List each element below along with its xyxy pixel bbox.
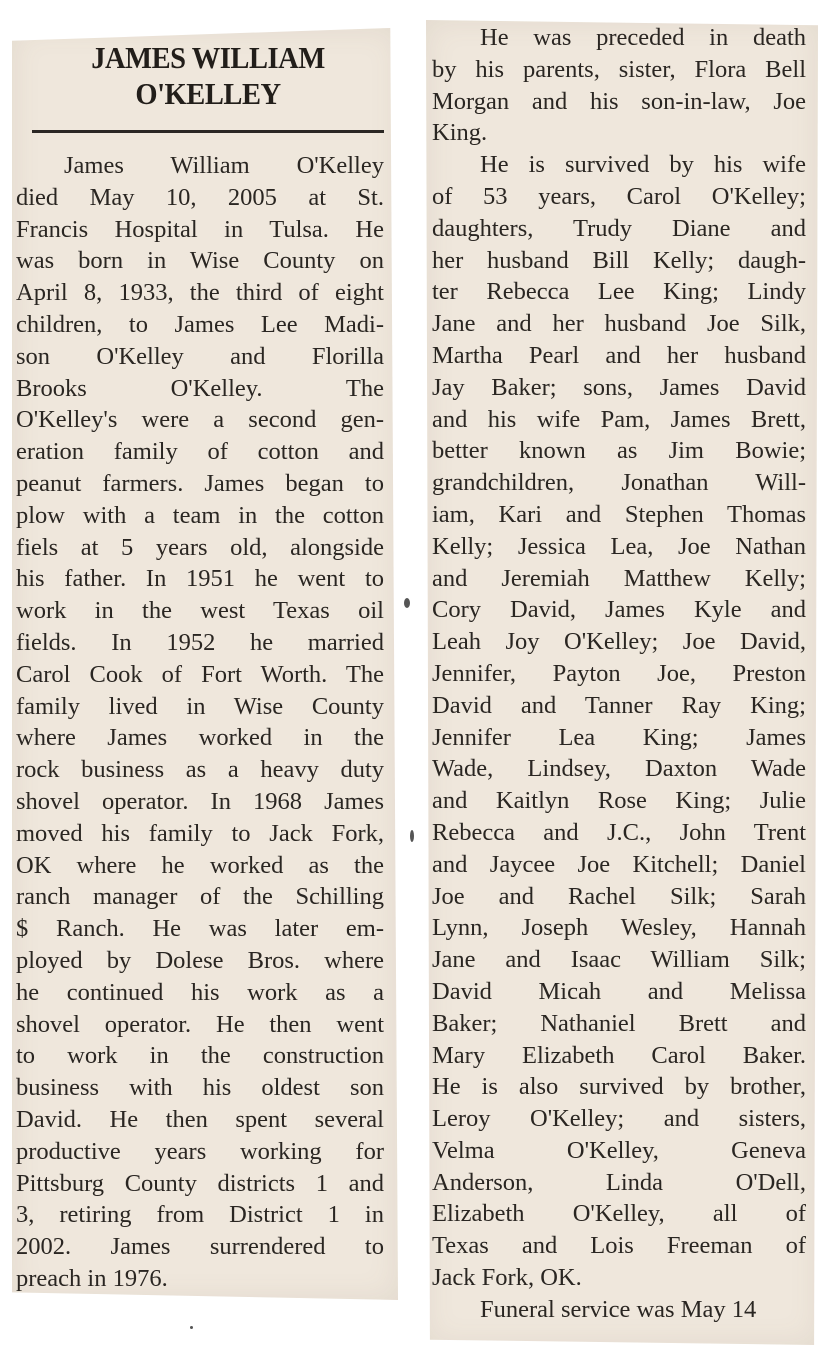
- headline-line: O'KELLEY: [135, 76, 281, 111]
- text-line: Brooks O'Kelley. The: [16, 374, 384, 402]
- text-line: preach in 1976.: [16, 1264, 168, 1292]
- text-line: $ Ranch. He was later em-: [16, 915, 384, 943]
- obituary-left-column: [16, 150, 384, 1295]
- text-line: 2002. James surrendered to: [16, 1233, 384, 1261]
- text-line: David and Tanner Ray King;: [432, 691, 806, 719]
- text-line: James William O'Kelley: [64, 152, 384, 179]
- text-line: Mary Elizabeth Carol Baker.: [432, 1041, 806, 1069]
- text-line: died May 10, 2005 at St.: [16, 183, 384, 211]
- text-line: He is also survived by brother,: [432, 1073, 806, 1101]
- text-line: was born in Wise County on: [16, 247, 384, 275]
- text-line: rock business as a heavy duty: [16, 756, 384, 784]
- text-line: by his parents, sister, Flora Bell: [432, 55, 806, 83]
- text-line: fields. In 1952 he married: [16, 628, 384, 656]
- text-line: Jack Fork, OK.: [432, 1264, 582, 1292]
- text-line: Velma O'Kelley, Geneva: [432, 1136, 806, 1164]
- paper-speck: [190, 1326, 193, 1329]
- obituary-headline: [44, 40, 372, 112]
- text-line: Lynn, Joseph Wesley, Hannah: [432, 914, 806, 942]
- obituary-right-column: [432, 22, 806, 1326]
- text-line: Francis Hospital in Tulsa. He: [16, 215, 384, 243]
- text-line: and his wife Pam, James Brett,: [432, 405, 806, 433]
- text-line: children, to James Lee Madi-: [16, 310, 384, 338]
- text-line: business with his oldest son: [16, 1074, 384, 1102]
- text-line: daughters, Trudy Diane and: [432, 214, 806, 242]
- text-line: April 8, 1933, the third of eight: [16, 279, 384, 307]
- paper-speck: [404, 598, 410, 608]
- text-line: Jay Baker; sons, James David: [432, 373, 806, 401]
- text-line: Morgan and his son-in-law, Joe: [432, 87, 806, 115]
- text-line: Anderson, Linda O'Dell,: [432, 1168, 806, 1196]
- text-line: son O'Kelley and Florilla: [16, 342, 384, 370]
- text-line: ployed by Dolese Bros. where: [16, 946, 384, 974]
- text-line: and Kaitlyn Rose King; Julie: [432, 787, 806, 815]
- text-line: Cory David, James Kyle and: [432, 596, 806, 624]
- text-line: moved his family to Jack Fork,: [16, 819, 384, 847]
- text-line: Joe and Rachel Silk; Sarah: [432, 882, 806, 910]
- text-line: grandchildren, Jonathan Will-: [432, 469, 806, 497]
- text-line: he continued his work as a: [16, 978, 384, 1006]
- text-line: ranch manager of the Schilling: [16, 883, 384, 911]
- text-line: shovel operator. In 1968 James: [16, 787, 384, 815]
- text-line: Baker; Nathaniel Brett and: [432, 1009, 806, 1037]
- text-line: and Jaycee Joe Kitchell; Daniel: [432, 850, 806, 878]
- text-line: Rebecca and J.C., John Trent: [432, 818, 806, 846]
- text-line: iam, Kari and Stephen Thomas: [432, 500, 806, 528]
- text-line: eration family of cotton and: [16, 438, 384, 466]
- text-line: David. He then spent several: [16, 1105, 384, 1133]
- paper-speck: [410, 830, 414, 842]
- text-line: King.: [432, 119, 488, 147]
- text-line: O'Kelley's were a second gen-: [16, 406, 384, 434]
- text-line: Jennifer, Payton Joe, Preston: [432, 659, 806, 687]
- text-line: and Jeremiah Matthew Kelly;: [432, 564, 806, 592]
- text-line: shovel operator. He then went: [16, 1010, 384, 1038]
- text-line: He is survived by his wife: [480, 151, 806, 179]
- text-line: Pittsburg County districts 1 and: [16, 1169, 384, 1197]
- text-line: Funeral service was May 14: [480, 1295, 757, 1323]
- text-line: productive years working for: [16, 1137, 384, 1165]
- text-line: OK where he worked as the: [16, 851, 384, 879]
- text-line: Wade, Lindsey, Daxton Wade: [432, 755, 806, 783]
- headline-line: JAMES WILLIAM: [91, 40, 325, 75]
- text-line: Jennifer Lea King; James: [432, 723, 806, 751]
- text-line: Elizabeth O'Kelley, all of: [432, 1200, 806, 1228]
- text-line: better known as Jim Bowie;: [432, 437, 806, 465]
- text-line: Martha Pearl and her husband: [432, 341, 806, 369]
- text-line: where James worked in the: [16, 724, 384, 752]
- text-line: fiels at 5 years old, alongside: [16, 533, 384, 561]
- text-line: her husband Bill Kelly; daugh-: [432, 246, 806, 274]
- text-line: ter Rebecca Lee King; Lindy: [432, 278, 806, 306]
- text-line: Kelly; Jessica Lea, Joe Nathan: [432, 532, 806, 560]
- text-line: Leroy O'Kelley; and sisters,: [432, 1105, 806, 1133]
- headline-rule: [32, 130, 384, 133]
- text-line: family lived in Wise County: [16, 692, 384, 720]
- text-line: He was preceded in death: [480, 24, 806, 51]
- text-line: Carol Cook of Fort Worth. The: [16, 660, 384, 688]
- text-line: Jane and her husband Joe Silk,: [432, 310, 806, 338]
- text-line: Leah Joy O'Kelley; Joe David,: [432, 628, 806, 656]
- text-line: Texas and Lois Freeman of: [432, 1232, 806, 1260]
- text-line: of 53 years, Carol O'Kelley;: [432, 182, 806, 210]
- text-line: plow with a team in the cotton: [16, 501, 384, 529]
- text-line: work in the west Texas oil: [16, 597, 384, 625]
- text-line: peanut farmers. James began to: [16, 469, 384, 497]
- text-line: Jane and Isaac William Silk;: [432, 946, 806, 974]
- text-line: to work in the construction: [16, 1042, 384, 1070]
- text-line: his father. In 1951 he went to: [16, 565, 384, 593]
- text-line: David Micah and Melissa: [432, 977, 806, 1005]
- text-line: 3, retiring from District 1 in: [16, 1201, 384, 1229]
